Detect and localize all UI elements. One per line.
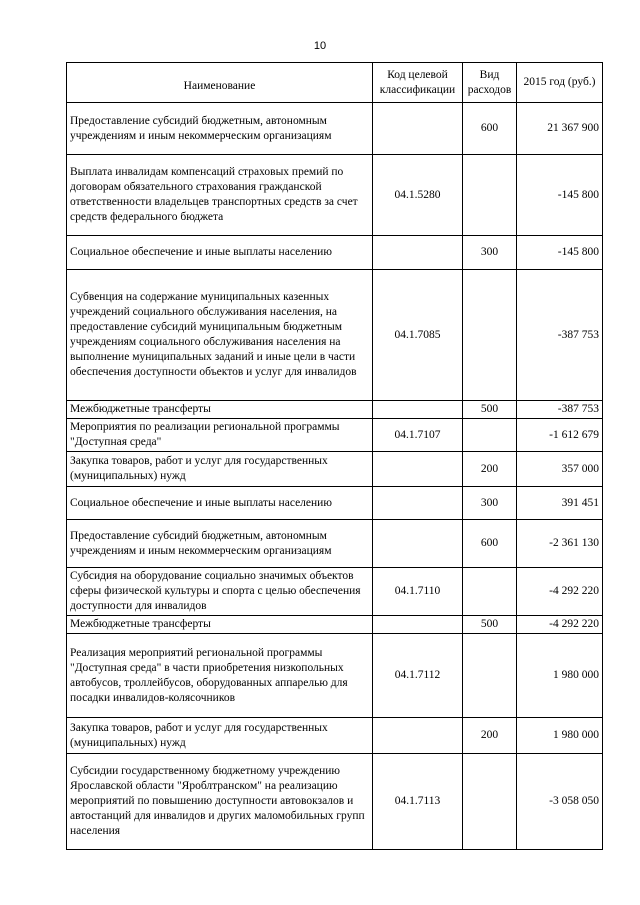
row-code — [373, 718, 463, 754]
row-name: Межбюджетные трансферты — [67, 401, 373, 419]
row-code — [373, 452, 463, 487]
row-sum: 1 980 000 — [517, 634, 603, 718]
row-code: 04.1.7085 — [373, 270, 463, 401]
row-sum: 1 980 000 — [517, 718, 603, 754]
row-code — [373, 401, 463, 419]
row-name: Предоставление субсидий бюджетным, автономным учреждениям и иным некоммерческим организациям — [67, 103, 373, 155]
row-code — [373, 487, 463, 520]
row-sum: -387 753 — [517, 401, 603, 419]
table-row — [67, 520, 603, 568]
row-kind: 600 — [463, 520, 517, 568]
header-kind: Вид расходов — [463, 63, 517, 103]
table-row — [67, 236, 603, 270]
row-name: Реализация мероприятий региональной программы "Доступная среда" в части приобретения низкопольных автобусов, троллейбусов, оборудованных аппарелью для посадки инвалидов-колясочников — [67, 634, 373, 718]
row-code — [373, 236, 463, 270]
row-sum: -4 292 220 — [517, 616, 603, 634]
row-kind — [463, 419, 517, 452]
header-name: Наименование — [67, 63, 373, 103]
row-name: Выплата инвалидам компенсаций страховых премий по договорам обязательного страхования гражданской ответственности владельцев транспортных средств за счет средств федерального бюджета — [67, 155, 373, 236]
row-name: Социальное обеспечение и иные выплаты населению — [67, 487, 373, 520]
row-kind: 200 — [463, 718, 517, 754]
row-sum: -4 292 220 — [517, 568, 603, 616]
row-name: Субвенция на содержание муниципальных казенных учреждений социального обслуживания населения, на предоставление субсидий муниципальным бюджетным учреждениям социального обслуживания населения на выполнение муниципальных заданий и иные цели в части обеспечения доступности объектов и услуг для инвалидов — [67, 270, 373, 401]
row-code — [373, 520, 463, 568]
row-name: Субсидии государственному бюджетному учреждению Ярославской области "Яроблтранском" на реализацию мероприятий по повышению доступности автовокзалов и автостанций для инвалидов и других маломобильных групп населения — [67, 754, 373, 850]
table-row — [67, 103, 603, 155]
table-row — [67, 487, 603, 520]
table-row — [67, 568, 603, 616]
row-name: Закупка товаров, работ и услуг для государственных (муниципальных) нужд — [67, 718, 373, 754]
row-sum: -145 800 — [517, 155, 603, 236]
row-kind: 300 — [463, 236, 517, 270]
row-kind — [463, 568, 517, 616]
row-name: Закупка товаров, работ и услуг для государственных (муниципальных) нужд — [67, 452, 373, 487]
table-row — [67, 634, 603, 718]
row-code: 04.1.5280 — [373, 155, 463, 236]
row-code: 04.1.7112 — [373, 634, 463, 718]
row-name: Мероприятия по реализации региональной программы "Доступная среда" — [67, 419, 373, 452]
table-row — [67, 155, 603, 236]
row-kind: 600 — [463, 103, 517, 155]
page-number: 10 — [313, 40, 327, 52]
budget-table — [66, 62, 603, 850]
row-kind: 200 — [463, 452, 517, 487]
row-name: Субсидия на оборудование социально значимых объектов сферы физической культуры и спорта с целью обеспечения доступности для инвалидов — [67, 568, 373, 616]
row-code — [373, 103, 463, 155]
table-row — [67, 616, 603, 634]
table-row — [67, 718, 603, 754]
row-code: 04.1.7107 — [373, 419, 463, 452]
row-kind: 300 — [463, 487, 517, 520]
row-sum: -1 612 679 — [517, 419, 603, 452]
row-sum: -2 361 130 — [517, 520, 603, 568]
row-kind: 500 — [463, 401, 517, 419]
row-kind — [463, 634, 517, 718]
table-row — [67, 270, 603, 401]
row-sum: 357 000 — [517, 452, 603, 487]
row-sum: -145 800 — [517, 236, 603, 270]
row-kind: 500 — [463, 616, 517, 634]
row-code: 04.1.7110 — [373, 568, 463, 616]
header-code: Код целевой классификации — [373, 63, 463, 103]
table-header-row — [67, 63, 603, 103]
table-row — [67, 419, 603, 452]
row-sum: -3 058 050 — [517, 754, 603, 850]
table-row — [67, 754, 603, 850]
row-sum: -387 753 — [517, 270, 603, 401]
row-sum: 391 451 — [517, 487, 603, 520]
row-kind — [463, 155, 517, 236]
table-row — [67, 452, 603, 487]
row-code — [373, 616, 463, 634]
row-name: Межбюджетные трансферты — [67, 616, 373, 634]
header-sum: 2015 год (руб.) — [517, 63, 603, 103]
row-kind — [463, 754, 517, 850]
row-code: 04.1.7113 — [373, 754, 463, 850]
row-name: Предоставление субсидий бюджетным, автономным учреждениям и иным некоммерческим организациям — [67, 520, 373, 568]
table-row — [67, 401, 603, 419]
row-kind — [463, 270, 517, 401]
row-sum: 21 367 900 — [517, 103, 603, 155]
row-name: Социальное обеспечение и иные выплаты населению — [67, 236, 373, 270]
